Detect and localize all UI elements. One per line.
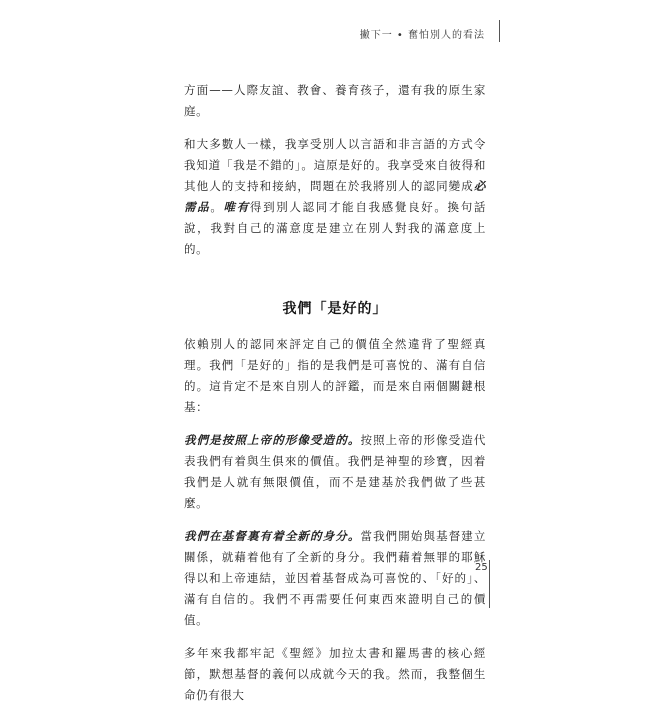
emphasis-necessity: 必需品 bbox=[184, 179, 486, 214]
paragraph-3: 依賴別人的認同來評定自己的價值全然違背了聖經真理。我們「是好的」指的是我們是可喜悅的、滿有自信的。這肯定不是來自別人的評鑑，而是來自兩個關鍵根基： bbox=[184, 337, 486, 414]
paragraph-6: 多年來我都牢記《聖經》加拉太書和羅馬書的核心經節，默想基督的義何以成就今天的我。然而，我整個生命仍有很大 bbox=[184, 646, 486, 702]
paragraph-5-text: 當我們開始與基督建立關係，就藉着他有了全新的身分。我們藉着無罪的耶穌得以和上帝連結，並因着基督成為可喜悅的、「好的」、滿有自信的。我們不再需要任何東西來證明自己的價值。 bbox=[184, 529, 487, 627]
paragraph-4 bbox=[184, 430, 486, 514]
footer-rule bbox=[489, 560, 490, 608]
paragraph-5 bbox=[184, 526, 486, 631]
paragraph-4-lead: 我們是按照上帝的形像受造的。 bbox=[184, 433, 361, 447]
page-body bbox=[184, 80, 486, 718]
paragraph-2-text-a: 和大多數人一樣，我享受別人以言語和非言語的方式令我知道「我是不錯的」。這原是好的。我享受來自彼得和其他人的支持和接納，問題在於我將別人的認同變成 bbox=[184, 137, 486, 193]
header-rule bbox=[499, 20, 500, 42]
paragraph-4-text: 按照上帝的形像受造代表我們有着與生俱來的價值。我們是神聖的珍寶，因着我們是人就有無限價值，而不是建基於我們做了些甚麼。 bbox=[184, 433, 487, 510]
page-number: 25 bbox=[475, 562, 488, 573]
running-header: 撇下一 • 奮怕別人的看法 bbox=[359, 30, 485, 41]
paragraph-2-text-c: 得到別人認同才能自我感覺良好。換句話說，我對自己的滿意度是建立在別人對我的滿意度上的。 bbox=[184, 200, 486, 256]
section-heading: 我們「是好的」 bbox=[282, 301, 388, 317]
paragraph-1: 方面——人際友誼、教會、養育孩子，還有我的原生家庭。 bbox=[184, 83, 486, 118]
paragraph-5-lead: 我們在基督裏有着全新的身分。 bbox=[184, 529, 361, 543]
emphasis-only: 唯有 bbox=[223, 200, 250, 214]
paragraph-2 bbox=[184, 134, 486, 260]
paragraph-2-text-b: 。 bbox=[210, 200, 224, 214]
